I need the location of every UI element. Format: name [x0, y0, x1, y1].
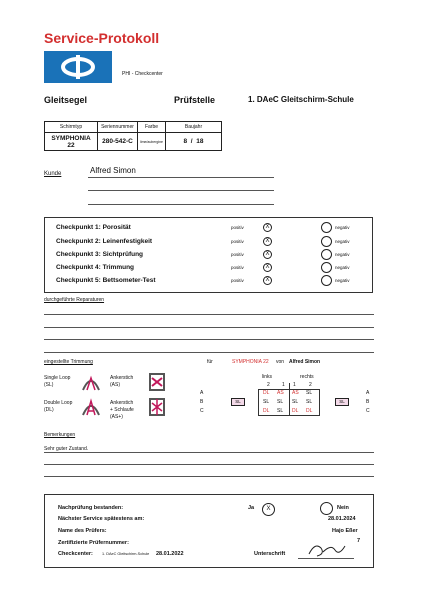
category-heading: Gleitsegel: [44, 95, 88, 105]
unterschrift-label: Unterschrift: [254, 551, 286, 557]
trim-cell: SL: [306, 390, 313, 396]
col-num: 2: [309, 382, 312, 388]
phi-logo-icon: [58, 54, 98, 80]
phi-logo: [44, 51, 112, 83]
row-label-a: A: [366, 390, 370, 396]
positive-checkbox[interactable]: X: [263, 250, 272, 259]
farbe-value: lime/aubergine: [138, 133, 166, 151]
col-num: 1: [282, 382, 285, 388]
trim-cell: SL: [292, 399, 299, 405]
naechster-label: Nächster Service spätestens am:: [58, 516, 145, 522]
checkpoint-label: Checkpunkt 2: Leinenfestigkeit: [56, 238, 153, 245]
nein-label: Nein: [337, 505, 349, 511]
positive-checkbox[interactable]: X: [263, 237, 272, 246]
ankerstich-plus-icon: [146, 397, 168, 417]
trim-cell: DL: [263, 408, 270, 414]
zert-value: 7: [357, 538, 361, 544]
col-num: 2: [267, 382, 270, 388]
positive-label: positiv: [231, 225, 244, 230]
baujahr-year: 18: [196, 138, 204, 145]
ankerstich-abbr: (AS): [110, 382, 120, 388]
baujahr-sep: /: [190, 138, 193, 145]
sl-left-box: SL: [231, 398, 245, 406]
trimmung-fuer: für: [207, 359, 213, 365]
checkpoint-label: Checkpunkt 1: Porosität: [56, 224, 131, 231]
kunde-name: Alfred Simon: [90, 166, 136, 175]
double-loop-icon: [80, 397, 102, 417]
positive-checkbox[interactable]: X: [263, 263, 272, 272]
header-farbe: Farbe: [138, 122, 166, 133]
reparaturen-label: durchgeführte Reparaturen: [44, 297, 105, 303]
naechster-value: 28.01.2024: [328, 516, 356, 522]
divider: [44, 314, 374, 315]
divider: [88, 190, 274, 191]
col-num: 1: [293, 382, 296, 388]
single-loop-abbr: (SL): [44, 382, 54, 388]
trim-cell: DL: [292, 408, 299, 414]
negative-label: negativ: [335, 252, 350, 257]
negative-checkbox[interactable]: [321, 236, 332, 247]
divider: [44, 464, 374, 465]
negative-label: negativ: [335, 225, 350, 230]
header-schirmtyp: Schirmtyp: [45, 122, 98, 133]
positive-label: positiv: [231, 239, 244, 244]
trim-cell: AS: [277, 390, 284, 396]
trim-cell: SL: [277, 399, 284, 405]
positive-label: positiv: [231, 252, 244, 257]
trim-cell: SL: [306, 399, 313, 405]
trimm-divider: [289, 383, 290, 416]
trim-cell: AS: [292, 390, 299, 396]
positive-label: positiv: [231, 278, 244, 283]
trimmung-label: eingestellte Trimmung: [44, 359, 93, 365]
row-label-c: C: [200, 408, 204, 414]
divider: [88, 177, 274, 178]
checkcenter-footer-date: 28.01.2022: [156, 551, 184, 557]
nachpruefung-label: Nachprüfung bestanden:: [58, 505, 124, 511]
pruefer-value: Hajo Eßer: [332, 528, 358, 534]
header-seriennummer: Seriennummer: [98, 122, 138, 133]
trim-cell: SL: [263, 399, 270, 405]
ankerstich-label: Ankerstich: [110, 375, 134, 381]
single-loop-icon: [80, 372, 102, 392]
divider: [44, 452, 374, 453]
pruefstelle-heading: Prüfstelle: [174, 95, 216, 105]
checkcenter-footer-name: 1. DAeC Gleitschirm-Schule: [102, 552, 150, 556]
positive-checkbox[interactable]: X: [263, 223, 272, 232]
links-label: links: [262, 374, 273, 380]
negative-label: negativ: [335, 265, 350, 270]
sl-right-box: SL: [335, 398, 349, 406]
signature-icon: [305, 538, 349, 560]
baujahr-value: [166, 133, 222, 151]
negative-checkbox[interactable]: [321, 249, 332, 260]
ankerstich-icon: [146, 372, 168, 392]
ja-checkbox[interactable]: X: [262, 503, 275, 516]
trimmung-glider: SYMPHONIA 22: [232, 359, 269, 365]
double-loop-abbr: (DL): [44, 407, 54, 413]
trimmung-owner: Alfred Simon: [289, 359, 321, 365]
double-loop-label: Double Loop: [44, 400, 73, 406]
rechts-label: rechts: [300, 374, 314, 380]
row-label-b: B: [200, 399, 204, 405]
divider: [44, 476, 374, 477]
bemerkungen-label: Bemerkungen: [44, 432, 76, 438]
checkcenter-label: PHI - Checkcenter: [122, 71, 163, 77]
trimmung-von: von: [276, 359, 285, 365]
checkpoint-label: Checkpunkt 4: Trimmung: [56, 264, 135, 271]
negative-checkbox[interactable]: [321, 262, 332, 273]
zert-label: Zertifizierte Prüfernummer:: [58, 540, 129, 546]
trim-cell: DL: [306, 408, 313, 414]
pruefer-label: Name des Prüfers:: [58, 528, 107, 534]
ja-label: Ja: [248, 505, 255, 511]
ankerstich-plus-abbr: (AS+): [110, 414, 123, 420]
checkpoint-label: Checkpunkt 3: Sichtprüfung: [56, 251, 144, 258]
pruefstelle-name: 1. DAeC Gleitschirm-Schule: [248, 95, 354, 104]
row-label-c: C: [366, 408, 370, 414]
ankerstich-plus-label-2: + Schlaufe: [110, 407, 134, 413]
divider: [44, 339, 374, 340]
seriennummer-value: 280-542-C: [98, 133, 138, 151]
checkcenter-footer-label: Checkcenter:: [58, 551, 93, 557]
negative-label: negativ: [335, 239, 350, 244]
header-baujahr: Baujahr: [166, 122, 222, 133]
page-title: Service-Protokoll: [44, 30, 160, 46]
single-loop-label: Single Loop: [44, 375, 71, 381]
spec-table: [44, 121, 222, 151]
negative-checkbox[interactable]: [321, 275, 332, 286]
positive-label: positiv: [231, 265, 244, 270]
trim-cell: SL: [277, 408, 284, 414]
divider: [88, 204, 274, 205]
divider: [44, 352, 374, 353]
schirmtyp-value: SYMPHONIA 22: [45, 133, 98, 151]
kunde-label: Kunde: [44, 171, 62, 177]
checkpoint-label: Checkpunkt 5: Bettsometer-Test: [56, 277, 156, 284]
positive-checkbox[interactable]: X: [263, 276, 272, 285]
negative-label: negativ: [335, 278, 350, 283]
ankerstich-plus-label: Ankerstich: [110, 400, 134, 406]
row-label-b: B: [366, 399, 370, 405]
trim-cell: DL: [263, 390, 270, 396]
baujahr-month: 8: [183, 138, 188, 145]
divider: [44, 327, 374, 328]
row-label-a: A: [200, 390, 204, 396]
negative-checkbox[interactable]: [321, 222, 332, 233]
nein-checkbox[interactable]: [320, 502, 333, 515]
bemerkungen-text: Sehr guter Zustand.: [44, 446, 89, 452]
